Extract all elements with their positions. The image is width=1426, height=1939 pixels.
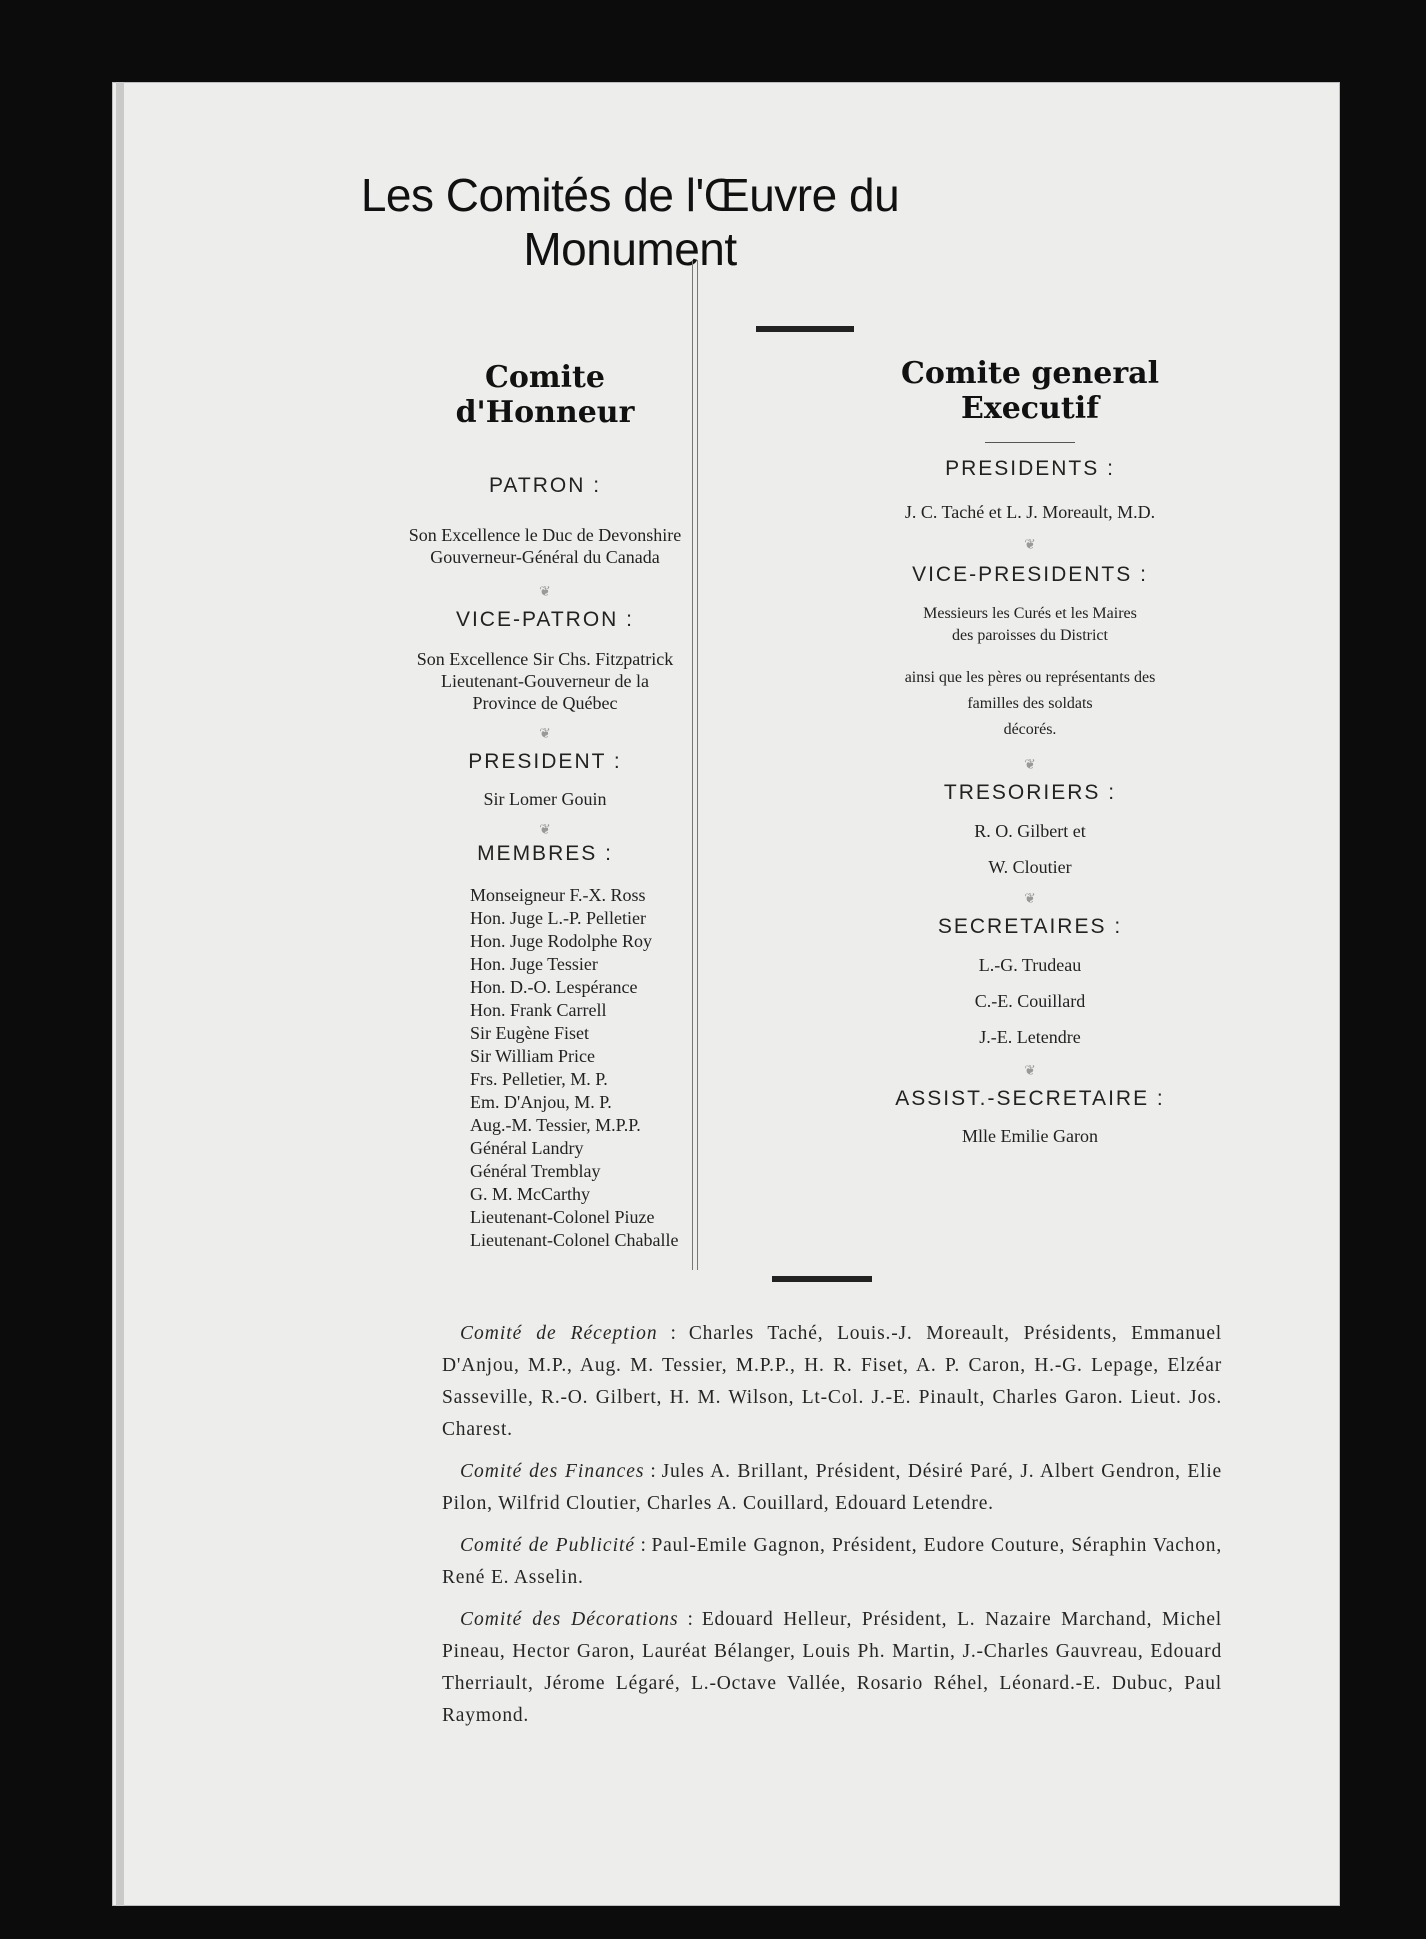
member-item: Frs. Pelletier, M. P. (470, 1069, 608, 1089)
presidents-names: J. C. Taché et L. J. Moreault, M.D. (904, 502, 1156, 522)
patron-line: Son Excellence le Duc de Devonshire (408, 525, 682, 545)
member-item: Général Landry (470, 1138, 584, 1158)
vice-presidents-line: Messieurs les Curés et les Maires (923, 605, 1137, 622)
member-item: Général Tremblay (470, 1161, 601, 1181)
committee-label: Comité de Publicité (460, 1535, 636, 1556)
committee-label: Comité des Finances (460, 1461, 645, 1482)
committee-names: Edouard Helleur, Président, L. Nazaire Marchand, Michel Pineau, Hector Garon, Lauréat Bélanger, Louis Ph. Martin, J.-Charles Gauvreau, Edouard Therriault, Jérome Légaré, L.-Octave Vallée, Rosario Réhel, Léonard.-E. Dubuc, Paul Raymond. (442, 1609, 1222, 1726)
secretaire-line: L.-G. Trudeau (978, 955, 1082, 975)
secretaires-names (860, 947, 1200, 1055)
comite-honneur-heading: Comite d'Honneur (455, 360, 635, 430)
tresoriers-label: TRESORIERS : (943, 781, 1117, 804)
vice-presidents-label: VICE-PRESIDENTS : (912, 563, 1148, 586)
patron-line: Gouverneur-Général du Canada (430, 547, 660, 567)
committees-section (442, 1318, 1222, 1742)
member-item: Monseigneur F.-X. Ross (470, 885, 646, 905)
vice-patron-label: VICE-PATRON : (455, 608, 635, 631)
patron-label: PATRON : (488, 474, 602, 497)
committee-names: Jules A. Brillant, Président, Désiré Paré, J. Albert Gendron, Elie Pilon, Wilfrid Cloutier, Charles A. Couillard, Edouard Letendre. (442, 1461, 1222, 1514)
committee-paragraph: Comité des Décorations : Edouard Helleur, Président, L. Nazaire Marchand, Michel Pineau, Hector Garon, Lauréat Bélanger, Louis Ph. Martin, J.-Charles Gauvreau, Edouard Therriault, Jérome Légaré, L.-Octave Vallée, Rosario Réhel, Léonard.-E. Dubuc, Paul Raymond. (442, 1609, 1222, 1726)
member-item: Sir Eugène Fiset (470, 1023, 589, 1043)
membres-label: MEMBRES : (477, 842, 613, 865)
page-spine-edge (116, 82, 124, 1906)
committee-paragraph: Comité de Publicité : Paul-Emile Gagnon, Président, Eudore Couture, Séraphin Vachon, René E. Asselin. (442, 1535, 1223, 1588)
member-item: Hon. Juge Rodolphe Roy (470, 931, 652, 951)
families-line: décorés. (1003, 721, 1057, 738)
committee-names: Charles Taché, Louis.-J. Moreault, Présidents, Emmanuel D'Anjou, M.P., Aug. M. Tessier, M.P.P., H. R. Fiset, A. P. Caron, H.-G. Lepage, Elzéar Sasseville, R.-O. Gilbert, H. M. Wilson, Lt-Col. J.-E. Pinault, Charles Garon. Lieut. Jos. Charest. (442, 1323, 1223, 1440)
member-item: Hon. Juge L.-P. Pelletier (470, 908, 646, 928)
member-item: G. M. McCarthy (470, 1184, 590, 1204)
assist-secretaire-name: Mlle Emilie Garon (962, 1126, 1098, 1146)
vice-patron-line: Lieutenant-Gouverneur de la (441, 671, 649, 691)
comite-executif-column (860, 356, 1200, 1147)
families-text (860, 665, 1200, 743)
president-label: PRESIDENT : (468, 750, 622, 773)
president-name: Sir Lomer Gouin (483, 789, 607, 809)
committee-names: Paul-Emile Gagnon, Président, Eudore Couture, Séraphin Vachon, René E. Asselin. (442, 1535, 1223, 1588)
vice-patron-line: Province de Québec (472, 693, 618, 713)
committee-label: Comité des Décorations (460, 1609, 679, 1630)
families-line: ainsi que les pères ou représentants des (904, 669, 1156, 686)
presidents-label: PRESIDENTS : (945, 457, 1115, 480)
title-rule (756, 326, 854, 332)
families-line: familles des soldats (967, 695, 1093, 712)
vice-patron-line: Son Excellence Sir Chs. Fitzpatrick (416, 649, 674, 669)
committee-paragraph: Comité des Finances : Jules A. Brillant, Président, Désiré Paré, J. Albert Gendron, Elie Pilon, Wilfrid Cloutier, Charles A. Couillard, Edouard Letendre. (442, 1461, 1222, 1514)
committee-paragraph: Comité de Réception : Charles Taché, Louis.-J. Moreault, Présidents, Emmanuel D'Anjou, M.P., Aug. M. Tessier, M.P.P., H. R. Fiset, A. P. Caron, H.-G. Lepage, Elzéar Sasseville, R.-O. Gilbert, H. M. Wilson, Lt-Col. J.-E. Pinault, Charles Garon. Lieut. Jos. Charest. (442, 1323, 1223, 1440)
assist-secretaire-label: ASSIST.-SECRETAIRE : (895, 1087, 1165, 1110)
membres-list (470, 884, 730, 1252)
page-title: Les Comités de l'Œuvre du Monument (360, 169, 900, 275)
patron-names (400, 524, 690, 568)
member-item: Lieutenant-Colonel Piuze (470, 1207, 655, 1227)
ornament-icon: ❦ (1024, 1063, 1036, 1079)
tresoriers-names (860, 813, 1200, 885)
vice-presidents-line: des paroisses du District (952, 627, 1108, 644)
comite-executif-heading: Comite general Executif (900, 356, 1160, 426)
heading-underline (985, 442, 1075, 443)
ornament-icon: ❦ (539, 584, 551, 600)
secretaires-label: SECRETAIRES : (937, 915, 1123, 938)
comite-honneur-column (400, 360, 690, 866)
member-item: Hon. Frank Carrell (470, 1000, 607, 1020)
member-item: Hon. D.-O. Lespérance (470, 977, 638, 997)
committee-label: Comité de Réception (460, 1323, 658, 1344)
tresorier-line: R. O. Gilbert et (974, 821, 1086, 841)
member-item: Em. D'Anjou, M. P. (470, 1092, 612, 1112)
tresorier-line: W. Cloutier (988, 857, 1072, 877)
member-item: Lieutenant-Colonel Chaballe (470, 1230, 679, 1250)
ornament-icon: ❦ (1024, 891, 1036, 907)
ornament-icon: ❦ (539, 822, 551, 838)
secretaire-line: J.-E. Letendre (979, 1027, 1081, 1047)
secretaire-line: C.-E. Couillard (974, 991, 1086, 1011)
member-item: Hon. Juge Tessier (470, 954, 598, 974)
ornament-icon: ❦ (1024, 537, 1036, 553)
vice-presidents-names (860, 603, 1200, 647)
member-item: Sir William Price (470, 1046, 595, 1066)
ornament-icon: ❦ (539, 726, 551, 742)
ornament-icon: ❦ (1024, 757, 1036, 773)
member-item: Aug.-M. Tessier, M.P.P. (470, 1115, 641, 1135)
vice-patron-names (400, 648, 690, 714)
section-rule (772, 1276, 872, 1282)
